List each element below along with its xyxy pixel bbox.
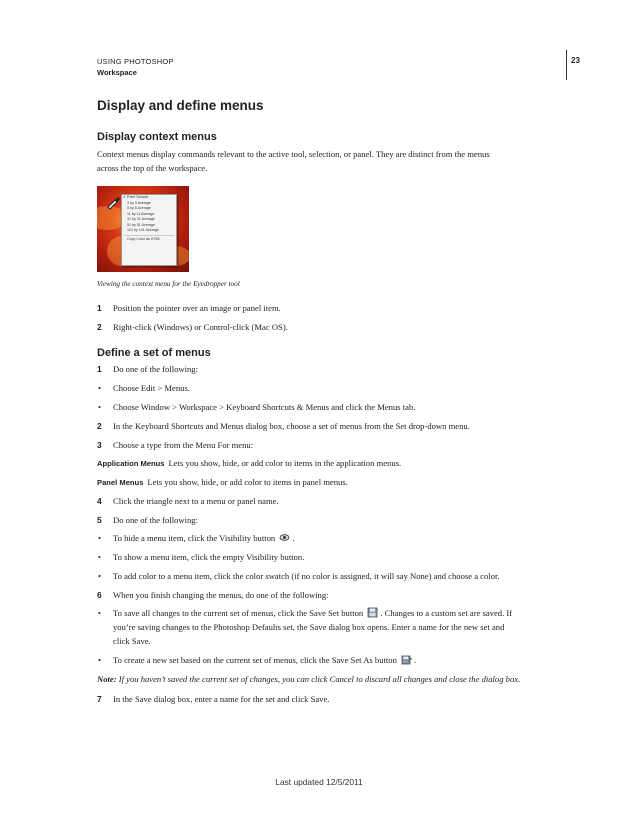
step-number: 2 [97,322,102,332]
note-label: Note: [97,674,117,684]
step-number: 4 [97,496,102,506]
context-menu-item: 3 by 3 Average [127,200,151,205]
context-menu-item: 51 by 51 Average [127,222,155,227]
step-number: 1 [97,303,102,313]
section-heading-context-menus: Display context menus [97,131,217,143]
context-menu-item: ✔ Point Sample [122,195,176,201]
step-text: In the Keyboard Shortcuts and Menus dialog box, choose a set of menus from the Set drop-down menu. [113,421,470,431]
bullet-content [113,653,573,667]
bullet-text-end: . [292,533,295,543]
step-text: Do one of the following: [113,515,198,525]
step-number: 5 [97,515,102,525]
definition-text: Lets you show, hide, or add color to items in the application menus. [168,458,402,468]
bullet-content [113,531,573,545]
bullet-marker: • [98,655,102,665]
save-set-icon [367,607,378,618]
bullet-text: Choose Window > Workspace > Keyboard Shortcuts & Menus and click the Menus tab. [113,402,416,412]
eyedropper-context-menu-figure [97,186,189,272]
note [97,672,572,686]
bullet-marker: • [98,402,102,412]
definition-term: Application Menus [97,459,165,468]
context-menu-item: 101 by 101 Average [127,228,159,232]
section-heading-define-menus: Define a set of menus [97,347,211,359]
bullet-text: you’re saving changes to the Photoshop Defaults set, the Save dialog box opens. Enter a name for the new set and [113,622,505,632]
bullet-marker: • [98,533,102,543]
step-text: In the Save dialog box, enter a name for the set and click Save. [113,694,330,704]
bullet-marker: • [98,383,102,393]
step-text: Choose a type from the Menu For menu: [113,440,254,450]
step-number: 7 [97,694,102,704]
step-text: Position the pointer over an image or panel item. [113,303,281,313]
context-menu [121,194,177,266]
context-menu-item: 31 by 31 Average [127,217,155,221]
definition-text: Lets you show, hide, or add color to items in panel menus. [147,477,348,487]
header-rule [566,50,567,80]
bullet-text: Choose Edit > Menus. [113,383,190,393]
context-menu-item: Copy Color as HTML [127,236,161,241]
eye-icon [279,532,290,543]
context-menu-item: 11 by 11 Average [127,211,155,216]
page-number: 23 [571,56,580,65]
page-footer: Last updated 12/5/2011 [275,777,363,787]
bullet-text: To create a new set based on the current set of menus, click the Save Set As button [113,655,397,665]
save-set-as-icon [401,654,412,665]
page-title: Display and define menus [97,98,264,113]
bullet-text: To hide a menu item, click the Visibility button [113,533,276,543]
context-menu-item: 5 by 5 Average [127,206,151,210]
context-menu-separator [124,235,174,236]
bullet-text: To add color to a menu item, click the color swatch (if no color is assigned, it will say None) and choose a color. [113,571,500,581]
bullet-text-end: . Changes to a custom set are saved. If [380,608,513,618]
bullet-content [113,606,573,620]
definition-panel-menus [97,475,572,490]
bullet-text: To show a menu item, click the empty Visibility button. [113,552,305,562]
bullet-text-end: . [414,655,417,665]
bullet-marker: • [98,608,102,618]
running-header-subtitle: Workspace [97,68,137,77]
step-text: When you finish changing the menus, do one of the following: [113,590,329,600]
bullet-text: To save all changes to the current set of menus, click the Save Set button [113,608,364,618]
eyedropper-icon [105,194,121,210]
definition-term: Panel Menus [97,478,144,487]
bullet-text: click Save. [113,636,151,646]
bullet-marker: • [98,571,102,581]
section-intro-line-1: Context menus display commands relevant to the active tool, selection, or panel. They are distinct from the menus [97,149,490,159]
step-number: 2 [97,421,102,431]
step-text: Do one of the following: [113,364,198,374]
bullet-marker: • [98,552,102,562]
step-number: 3 [97,440,102,450]
note-text: If you haven’t saved the current set of changes, you can click Cancel to discard all changes and close the dialog box. [118,674,521,684]
step-number: 1 [97,364,102,374]
running-header-title: USING PHOTOSHOP [97,57,174,66]
figure-caption: Viewing the context menu for the Eyedropper tool [97,280,240,288]
section-intro-line-2: across the top of the workspace. [97,163,208,173]
definition-application-menus [97,456,572,471]
step-text: Right-click (Windows) or Control-click (Mac OS). [113,322,288,332]
step-number: 6 [97,590,102,600]
step-text: Click the triangle next to a menu or panel name. [113,496,279,506]
